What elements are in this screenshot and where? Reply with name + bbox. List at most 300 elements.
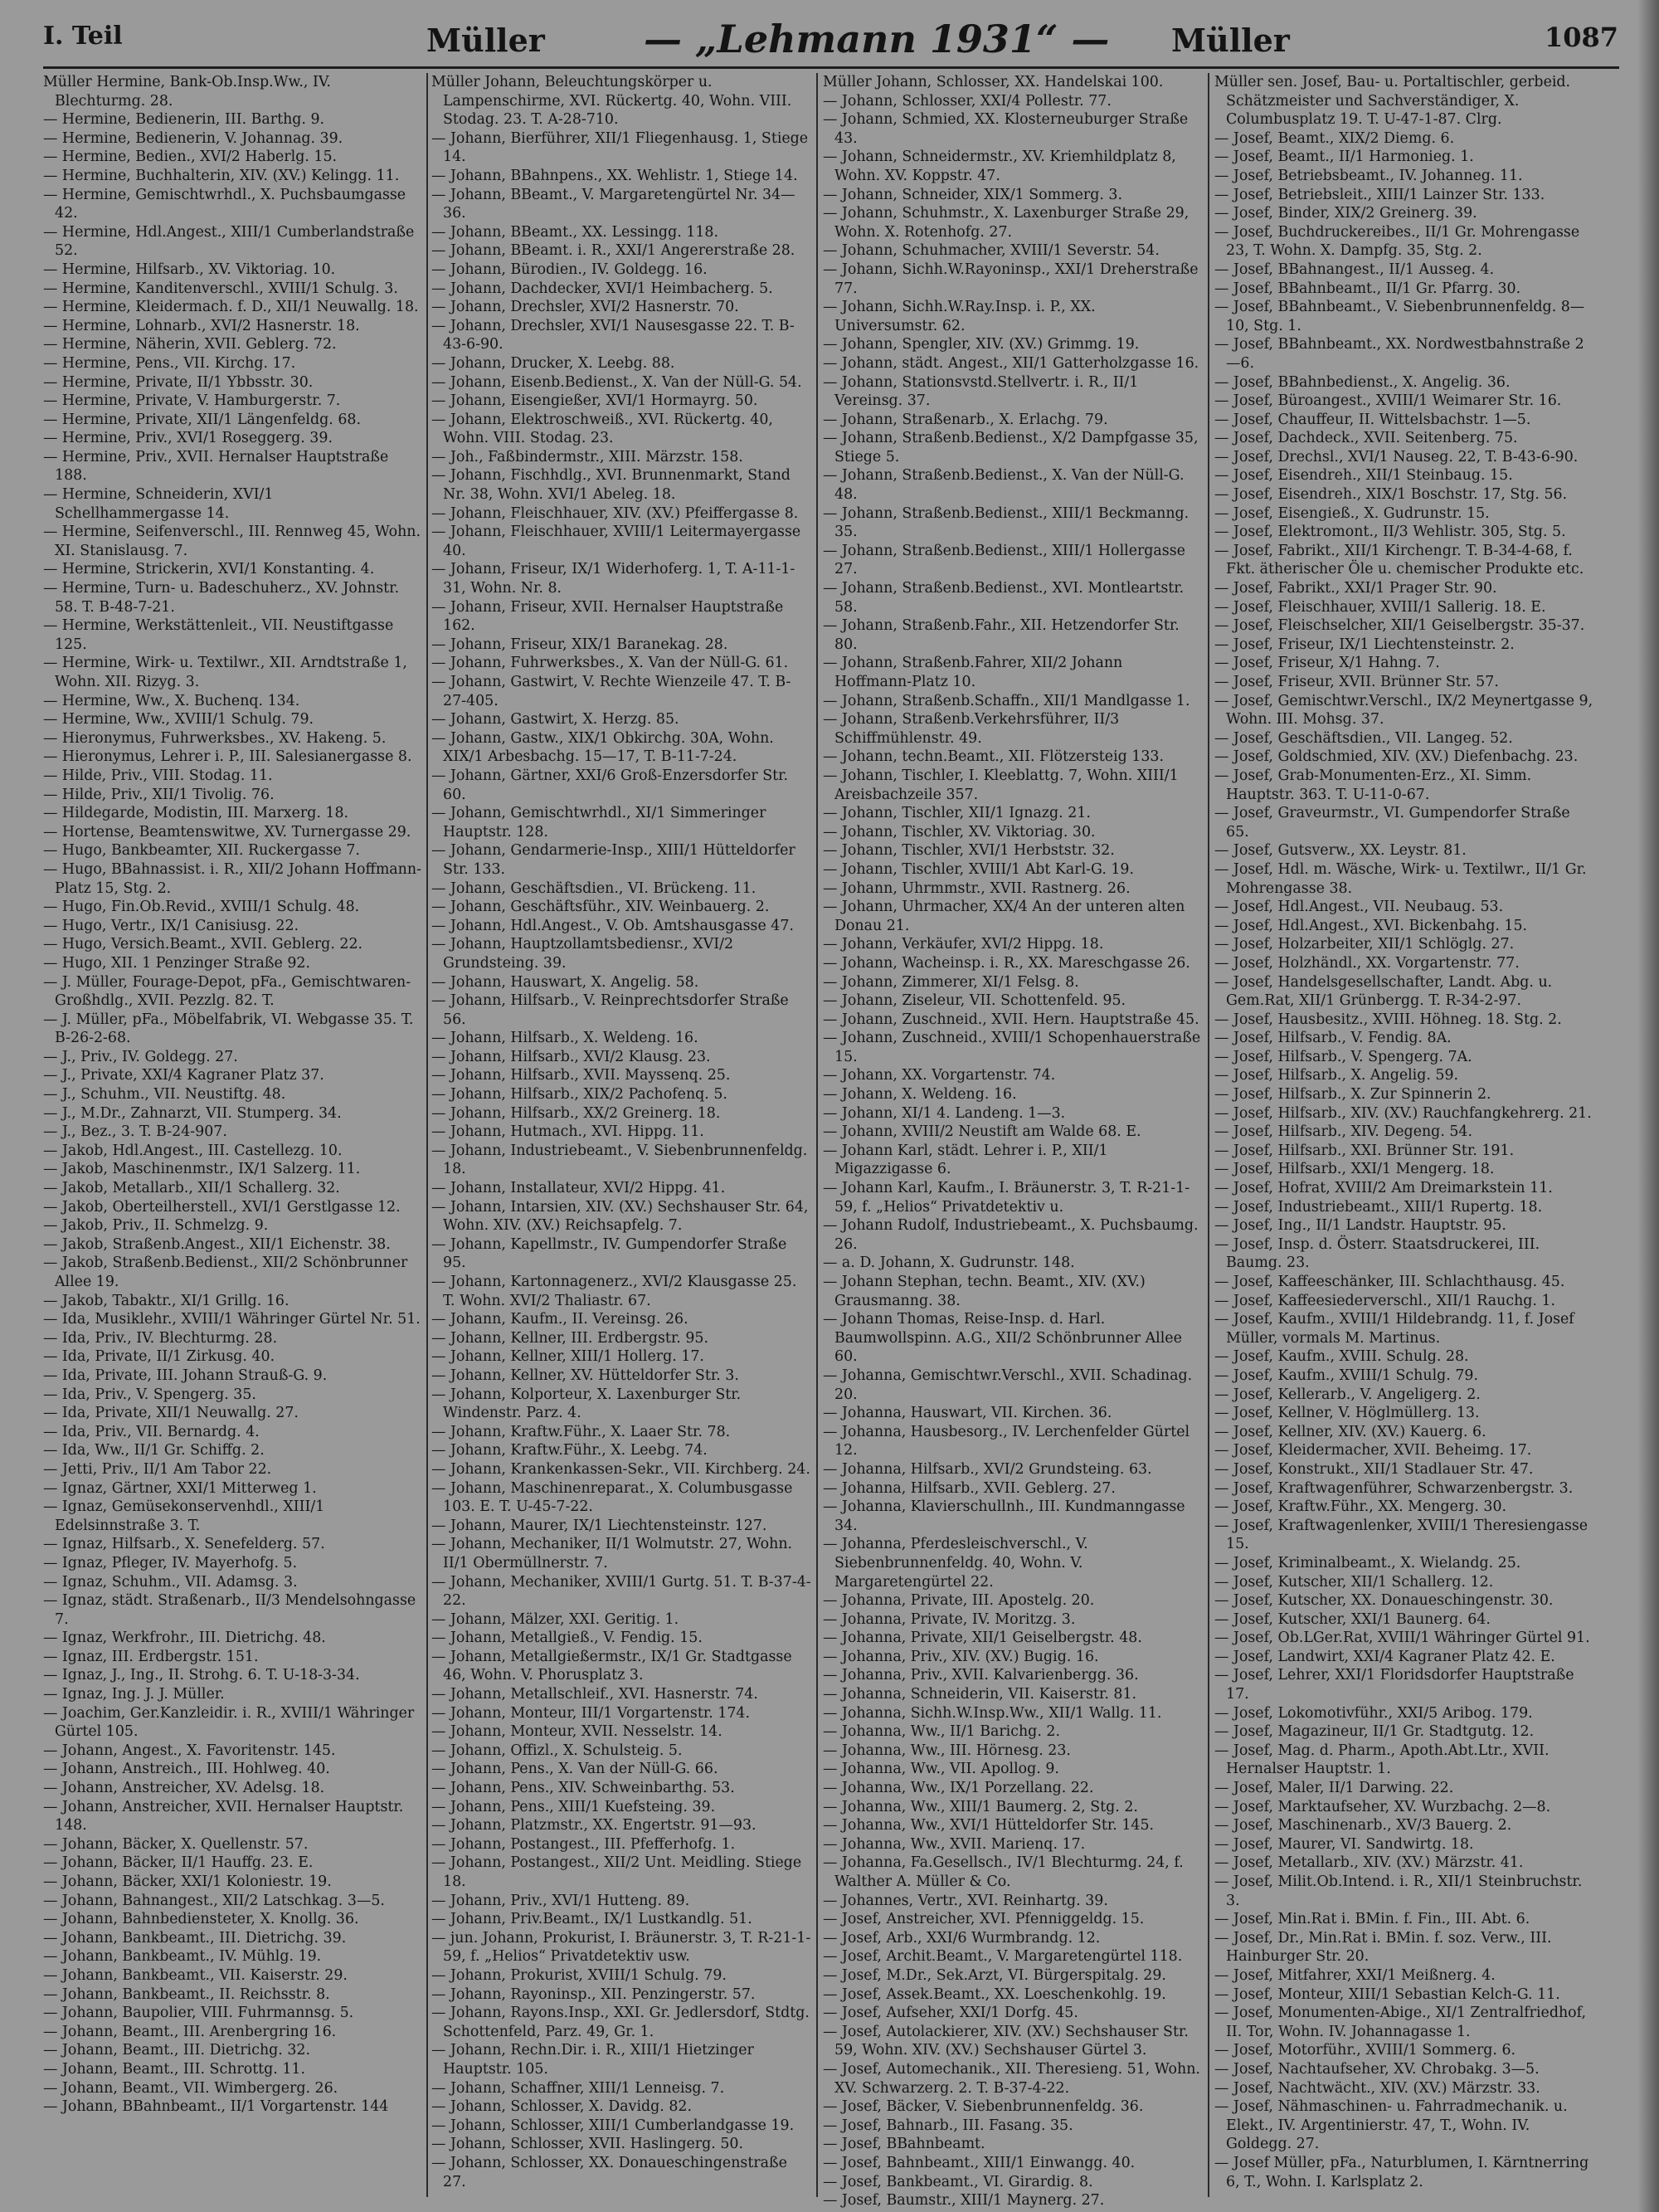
directory-entry: — Josef, BBahnbeamt., XX. Nordwestbahnstraße 2—6.: [1214, 336, 1584, 372]
directory-entry: — Johann, Tischler, XII/1 Ignazg. 21.: [823, 805, 1091, 822]
directory-entry: — Johann, Fischhdlg., XVI. Brunnenmarkt, Stand Nr. 38, Wohn. XVI/1 Abeleg. 18.: [431, 467, 791, 504]
directory-entry: — Johanna, Ww., XVI/1 Hütteldorfer Str. 145.: [823, 1817, 1155, 1834]
directory-entry: — Johann, Friseur, IX/1 Widerhoferg. 1, T. A-11-1-31, Wohn. Nr. 8.: [431, 561, 795, 597]
directory-entry: — Ida, Private, III. Johann Strauß-G. 9.: [43, 1367, 328, 1384]
directory-entry: — Johann, Hilfsarb., XVII. Mayssenq. 25.: [431, 1067, 731, 1084]
directory-entry: — Josef, Friseur, X/1 Hahng. 7.: [1214, 655, 1440, 672]
directory-entry: Müller Hermine, Bank-Ob.Insp.Ww., IV. Blechturmg. 28.: [43, 74, 331, 110]
directory-entry: — Johann, Hdl.Angest., V. Ob. Amtshausgasse 47.: [431, 917, 794, 934]
directory-entry: — Johanna, Ww., III. Hörnesg. 23.: [823, 1742, 1071, 1759]
directory-entry: — Josef, Fleischselcher, XII/1 Geiselbergstr. 35-37.: [1214, 617, 1585, 635]
column-divider: [1208, 73, 1209, 2197]
directory-entry: — Josef, Binder, XIX/2 Greinerg. 39.: [1214, 205, 1477, 222]
directory-entry: — Johann, Zuschneid., XVII. Hern. Hauptstraße 45.: [823, 1011, 1199, 1028]
directory-entry: — Johann, BBeamt. i. R., XXI/1 Angererstraße 28.: [431, 242, 795, 260]
directory-entry: — Johann, Bierführer, XII/1 Fliegenhausg. 1, Stiege 14.: [431, 129, 809, 166]
directory-entry: — Johann, Beamt., VII. Wimbergerg. 26.: [43, 2079, 338, 2097]
directory-entry: — Johann, Wacheinsp. i. R., XX. Mareschgasse 26.: [823, 954, 1190, 972]
directory-entry: — Josef, Kleidermacher, XVII. Beheimg. 17.: [1214, 1442, 1532, 1459]
directory-entry: — Ignaz, Werkfrohr., III. Dietrichg. 48.: [43, 1630, 326, 1647]
directory-entry: — Josef, Fleischhauer, XVIII/1 Sallerig. 18. E.: [1214, 598, 1546, 616]
directory-entry: — Josef, Archit.Beamt., V. Margaretengürtel 118.: [823, 1948, 1183, 1966]
directory-entry: — Josef, Motorführ., XVIII/1 Sommerg. 6.: [1214, 2042, 1516, 2059]
directory-entry: — Johanna, Priv., XIV. (XV.) Bugig. 16.: [823, 1648, 1099, 1665]
directory-entry: — Josef, Hilfsarb., XIV. Degeng. 54.: [1214, 1123, 1473, 1141]
directory-entry: — Josef, Hofrat, XVIII/2 Am Dreimarkstein 11.: [1214, 1180, 1553, 1197]
directory-entry: — Hermine, Bedienerin, V. Johannag. 39.: [43, 129, 343, 147]
column-1: [43, 73, 423, 2197]
directory-entry: — Ignaz, Gärtner, XXI/1 Mitterweg 1.: [43, 1479, 317, 1497]
directory-entry: — Hugo, BBahnassist. i. R., XII/2 Johann Hoffmann-Platz 15, Stg. 2.: [43, 860, 421, 897]
directory-entry: — Josef, Magazineur, II/1 Gr. Stadtgutg. 12.: [1214, 1723, 1535, 1741]
directory-entry: — Josef, Arb., XXI/6 Wurmbrandg. 12.: [823, 1929, 1101, 1946]
directory-entry: — Johann, XI/1 4. Landeng. 1—3.: [823, 1104, 1066, 1122]
column-2: [431, 73, 811, 2197]
directory-entry: — Hugo, Fin.Ob.Revid., XVIII/1 Schulg. 48.: [43, 899, 360, 916]
directory-columns: [43, 73, 1619, 2210]
directory-entry: — Johann, Industriebeamt., V. Siebenbrunnenfeldg. 18.: [431, 1142, 808, 1178]
directory-entry: — Josef, Mitfahrer, XXI/1 Meißnerg. 4.: [1214, 1966, 1496, 1984]
column-3: [823, 73, 1203, 2210]
directory-entry: — Johann, Straßenb.Verkehrsführer, II/3 Schiffmühlenstr. 49.: [823, 711, 1120, 747]
directory-entry: — Josef, Hdl.Angest., VII. Neubaug. 53.: [1214, 899, 1504, 916]
directory-entry: — Johann, Intarsien, XIV. (XV.) Sechshauser Str. 64, Wohn. XIV. (XV.) Reichsapfelg. 7.: [431, 1198, 809, 1235]
directory-entry: — Josef, Goldschmied, XIV. (XV.) Diefenbachg. 23.: [1214, 748, 1579, 766]
directory-entry: — Johann, Maschinenreparat., X. Columbusgasse 103. E. T. U-45-7-22.: [431, 1479, 793, 1516]
directory-entry: — Johann, Kolporteur, X. Laxenburger Str. Windenstr. Parz. 4.: [431, 1386, 742, 1422]
directory-entry: — Hermine, Bedienerin, III. Barthg. 9.: [43, 111, 325, 129]
directory-entry: — Johann, Sichh.W.Rayoninsp., XXI/1 Dreherstraße 77.: [823, 261, 1199, 297]
directory-entry: — Josef, Lehrer, XXI/1 Floridsdorfer Hauptstraße 17.: [1214, 1667, 1574, 1703]
directory-entry: — Johann, Straßenb.Bedienst., XIII/1 Beckmanng. 35.: [823, 504, 1190, 541]
directory-entry: — J., Private, XXI/4 Kagraner Platz 37.: [43, 1067, 324, 1084]
directory-entry: — Johanna, Hilfsarb., XVII. Geblerg. 27.: [823, 1479, 1116, 1497]
directory-entry: — Josef, Kutscher, XXI/1 Baunerg. 64.: [1214, 1610, 1491, 1628]
directory-entry: — Johann, Stationsvstd.Stellvertr. i. R., II/1 Vereinsg. 37.: [823, 373, 1139, 410]
directory-entry: — J. Müller, pFa., Möbelfabrik, VI. Webgasse 35. T. B-26-2-68.: [43, 1011, 414, 1047]
directory-entry: — Johanna, Private, III. Apostelg. 20.: [823, 1592, 1095, 1610]
directory-entry: — Johann, Friseur, XIX/1 Baranekag. 28.: [431, 636, 728, 653]
directory-entry: — Johann, Rayons.Insp., XXI. Gr. Jedlersdorf, Stdtg. Schottenfeld, Parz. 49, Gr. 1.: [431, 2005, 810, 2040]
directory-entry: — Hermine, Ww., XVIII/1 Schulg. 79.: [43, 711, 314, 728]
page-header: [43, 18, 1619, 70]
directory-entry: — Josef, Nachtaufseher, XV. Chrobakg. 3—5.: [1214, 2060, 1540, 2078]
directory-entry: — Johann, Dachdecker, XVI/1 Heimbacherg. 5.: [431, 280, 773, 297]
directory-entry: — Johann, Angest., X. Favoritenstr. 145.: [43, 1742, 336, 1759]
directory-entry: — Ignaz, J., Ing., II. Strohg. 6. T. U-18-3-34.: [43, 1667, 360, 1684]
directory-entry: — Hermine, Private, II/1 Ybbsstr. 30.: [43, 373, 314, 391]
directory-entry: — Hermine, Wirk- u. Textilwr., XII. Arndtstraße 1, Wohn. XII. Rizyg. 3.: [43, 655, 407, 690]
directory-entry: — Ignaz, Gemüsekonservenhdl., XIII/1 Edelsinnstraße 3. T.: [43, 1498, 325, 1534]
directory-entry: — Hermine, Hdl.Angest., XIII/1 Cumberlandstraße 52.: [43, 223, 415, 260]
directory-entry: — Johann, Straßenb.Bedienst., X/2 Dampfgasse 35, Stiege 5.: [823, 430, 1199, 465]
directory-entry: — Josef, BBahnbeamt., II/1 Gr. Pfarrg. 30.: [1214, 280, 1521, 297]
directory-entry: — Josef, Geschäftsdien., VII. Langeg. 52.: [1214, 729, 1513, 747]
directory-entry: — Johann, Pens., XIV. Schweinbarthg. 53.: [431, 1780, 735, 1797]
directory-entry: — Johann, Maurer, IX/1 Liechtensteinstr. 127.: [431, 1517, 767, 1534]
directory-entry: — Johanna, Private, XII/1 Geiselbergstr. 48.: [823, 1630, 1142, 1647]
directory-entry: — Josef, Insp. d. Österr. Staatsdruckerei, III. Baumg. 23.: [1214, 1235, 1540, 1272]
directory-entry: — Josef, Industriebeamt., XIII/1 Rupertg. 18.: [1214, 1198, 1543, 1216]
directory-entry: — Josef, Elektromont., II/3 Wehlistr. 305, Stg. 5.: [1214, 524, 1566, 541]
directory-entry: — Josef, Maschinenarb., XV/3 Bauerg. 2.: [1214, 1817, 1512, 1834]
directory-entry: — Ignaz, III. Erdbergstr. 151.: [43, 1648, 259, 1665]
directory-entry: — Johann, Hilfsarb., XVI/2 Klausg. 23.: [431, 1048, 711, 1065]
directory-entry: — Josef, Chauffeur, II. Wittelsbachstr. 1—5.: [1214, 411, 1531, 428]
directory-entry: — Josef, Bahnbeamt., XIII/1 Einwangg. 40.: [823, 2154, 1136, 2171]
directory-entry: — Josef, Grab-Monumenten-Erz., XI. Simm. Hauptstr. 363. T. U-11-0-67.: [1214, 767, 1532, 803]
header-rule: [43, 66, 1619, 69]
directory-entry: — Johann, BBahnbeamt., II/1 Vorgartenstr. 144: [43, 2098, 389, 2116]
directory-entry: — Johanna, Gemischtwr.Verschl., XVII. Schadinag. 20.: [823, 1367, 1193, 1403]
directory-entry: — Johann, Bahnbediensteter, X. Knollg. 36.: [43, 1911, 359, 1928]
directory-entry: — Johann, Kraftw.Führ., X. Leebg. 74.: [431, 1442, 708, 1459]
directory-entry: — Johanna, Fa.Gesellsch., IV/1 Blechturmg. 24, f. Walther A. Müller & Co.: [823, 1854, 1184, 1890]
directory-entry: — Josef, Holzarbeiter, XII/1 Schlöglg. 27.: [1214, 936, 1515, 953]
directory-entry: — Johann, Mechaniker, II/1 Wolmutstr. 27, Wohn. II/1 Obermüllnerstr. 7.: [431, 1536, 793, 1571]
directory-entry: — Johann, Kellner, III. Erdbergstr. 95.: [431, 1329, 708, 1347]
directory-entry: — Johann, Elektroschweiß., XVI. Rückertg. 40, Wohn. VIII. Stodag. 23.: [431, 411, 773, 447]
directory-entry: — Johann, Beamt., III. Dietrichg. 32.: [43, 2042, 310, 2059]
directory-entry: — Jakob, Straßenb.Bedienst., XII/2 Schönbrunner Allee 19.: [43, 1255, 408, 1290]
directory-entry: — Johann, Uhrmacher, XX/4 An der unteren alten Donau 21.: [823, 899, 1185, 934]
directory-entry: — Josef, Nachtwächt., XIV. (XV.) Märzstr. 33.: [1214, 2079, 1540, 2097]
directory-entry: — Johann, Hilfsarb., V. Reinprechtsdorfer Straße 56.: [431, 992, 789, 1028]
directory-entry: — Johann, Drechsler, XVI/1 Nausesgasse 22. T. B-43-6-90.: [431, 317, 795, 353]
directory-entry: — Jakob, Straßenb.Angest., XII/1 Eichenstr. 38.: [43, 1235, 391, 1253]
directory-entry: — Johann, Kapellmstr., IV. Gumpendorfer Straße 95.: [431, 1235, 787, 1272]
directory-entry: — Johann Karl, städt. Lehrer i. P., XII/1 Migazzigasse 6.: [823, 1142, 1108, 1178]
directory-entry: — Johann, Verkäufer, XVI/2 Hippg. 18.: [823, 936, 1104, 953]
directory-entry: — Hermine, Buchhalterin, XIV. (XV.) Kelingg. 11.: [43, 167, 400, 184]
directory-entry: — Joh., Faßbindermstr., XIII. Märzstr. 158.: [431, 448, 743, 465]
directory-entry: — Josef, Nähmaschinen- u. Fahrradmechanik. u. Elekt., IV. Argentinierstr. 47, T., Wohn. IV. Goldegg. 27.: [1214, 2098, 1568, 2153]
directory-entry: — Ida, Priv., VII. Bernardg. 4.: [43, 1423, 260, 1440]
directory-title: — „Lehmann 1931“ —: [644, 17, 1110, 61]
directory-entry: — J., Schuhm., VII. Neustiftg. 48.: [43, 1086, 286, 1104]
directory-entry: — Johann, Schuhmstr., X. Laxenburger Straße 29, Wohn. X. Rotenhofg. 27.: [823, 205, 1190, 241]
directory-entry: — Josef, Gutsverw., XX. Leystr. 81.: [1214, 842, 1467, 860]
directory-entry: — Josef Müller, pFa., Naturblumen, I. Kärntnerring 6, T., Wohn. I. Karlsplatz 2.: [1214, 2154, 1589, 2190]
directory-entry: — Hermine, Näherin, XVII. Geblerg. 72.: [43, 336, 337, 353]
directory-entry: — Josef, Min.Rat i. BMin. f. Fin., III. Abt. 6.: [1214, 1911, 1530, 1928]
directory-entry: — Johann, Zimmerer, XI/1 Felsg. 8.: [823, 973, 1079, 991]
directory-entry: — Johanna, Hausbesorg., IV. Lerchenfelder Gürtel 12.: [823, 1423, 1190, 1459]
directory-entry: — a. D. Johann, X. Gudrunstr. 148.: [823, 1255, 1075, 1272]
directory-entry: — Johann, Bankbeamt., II. Reichsstr. 8.: [43, 1985, 330, 2003]
directory-entry: — Hermine, Werkstättenleit., VII. Neustiftgasse 125.: [43, 617, 394, 653]
directory-entry: — Johann, Hilfsarb., X. Weldeng. 16.: [431, 1030, 698, 1047]
directory-entry: — Josef, Kriminalbeamt., X. Wielandg. 25.: [1214, 1554, 1521, 1571]
directory-entry: — Josef, Drechsl., XVI/1 Nauseg. 22, T. B-43-6-90.: [1214, 448, 1579, 465]
directory-entry: — Josef, Bäcker, V. Siebenbrunnenfeldg. 36.: [823, 2098, 1144, 2116]
directory-entry: — Josef, Hdl.Angest., XVI. Bickenbahg. 15.: [1214, 917, 1528, 934]
directory-entry: — Hermine, Ww., X. Buchenq. 134.: [43, 692, 300, 709]
directory-entry: — Josef, M.Dr., Sek.Arzt, VI. Bürgerspitalg. 29.: [823, 1966, 1166, 1984]
directory-entry: — Johann, BBahnpens., XX. Wehlistr. 1, Stiege 14.: [431, 167, 798, 184]
directory-entry: — Johann, Hauptzollamtsbediensr., XVI/2 Grundsteing. 39.: [431, 936, 734, 972]
directory-entry: — Johann, Sichh.W.Ray.Insp. i. P., XX. Universumstr. 62.: [823, 299, 1096, 334]
directory-entry: — Josef, Kaufm., XVIII/1 Hildebrandg. 11, f. Josef Müller, vormals M. Martinus.: [1214, 1311, 1574, 1347]
directory-entry: — Johann, Straßenb.Bedienst., XVI. Montleartstr. 58.: [823, 580, 1185, 616]
directory-entry: — Johann, Schlosser, XX. Donaueschingenstraße 27.: [431, 2154, 787, 2190]
directory-entry: — Josef, Baumstr., XIII/1 Maynerg. 27.: [823, 2192, 1105, 2210]
directory-entry: — Johann, Bankbeamt., VII. Kaiserstr. 29.: [43, 1966, 348, 1984]
directory-entry: — Jakob, Hdl.Angest., III. Castellezg. 10.: [43, 1142, 343, 1159]
directory-entry: — Johann, XX. Vorgartenstr. 74.: [823, 1067, 1056, 1084]
directory-entry: — Johann, Zuschneid., XVIII/1 Schopenhauerstraße 15.: [823, 1030, 1201, 1065]
directory-entry: — Johann Thomas, Reise-Insp. d. Harl. Baumwollspinn. A.G., XII/2 Schönbrunner Allee 60.: [823, 1311, 1182, 1366]
directory-entry: — Josef, Hilfsarb., X. Angelig. 59.: [1214, 1067, 1459, 1084]
directory-entry: — Josef, Kellner, XIV. (XV.) Kauerg. 6.: [1214, 1423, 1486, 1440]
directory-entry: — Josef, Maler, II/1 Darwing. 22.: [1214, 1780, 1454, 1797]
directory-entry: — Johann, Platzmstr., XX. Engertstr. 91—93.: [431, 1817, 757, 1834]
directory-entry: — Johann, Gendarmerie-Insp., XIII/1 Hütteldorfer Str. 133.: [431, 842, 795, 878]
directory-entry: — Johann Rudolf, Industriebeamt., X. Puchsbaumg. 26.: [823, 1217, 1199, 1253]
directory-entry: — Hermine, Schneiderin, XVI/1 Schellhammergasse 14.: [43, 486, 274, 522]
column-divider: [426, 73, 428, 2197]
directory-entry: — Hermine, Bedien., XVI/2 Haberlg. 15.: [43, 149, 338, 166]
directory-entry: — Josef, Ob.LGer.Rat, XVIII/1 Währinger Gürtel 91.: [1214, 1630, 1590, 1647]
directory-entry: — Johann, Tischler, I. Kleeblattg. 7, Wohn. XIII/1 Areisbachzeile 357.: [823, 767, 1179, 803]
directory-entry: — Johann, techn.Beamt., XII. Flötzersteig 133.: [823, 748, 1165, 766]
directory-entry: — Josef, Konstrukt., XII/1 Stadlauer Str. 47.: [1214, 1460, 1534, 1478]
directory-entry: — Johann, Tischler, XVIII/1 Abt Karl-G. 19.: [823, 860, 1135, 878]
directory-entry: — Johann, Geschäftsdien., VI. Brückeng. 11.: [431, 879, 757, 897]
directory-entry: — Josef, Holzhändl., XX. Vorgartenstr. 77.: [1214, 954, 1520, 972]
directory-entry: — Johann, Drechsler, XVI/2 Hasnerstr. 70.: [431, 299, 739, 316]
directory-entry: — Jakob, Tabaktr., XI/1 Grillg. 16.: [43, 1292, 289, 1309]
directory-entry: — Johann, Fleischhauer, XVIII/1 Leitermayergasse 40.: [431, 524, 801, 559]
directory-entry: — Hermine, Seifenverschl., III. Rennweg 45, Wohn. XI. Stanislausg. 7.: [43, 524, 421, 559]
directory-entry: — Johann, Bankbeamt., IV. Mühlg. 19.: [43, 1948, 322, 1966]
directory-entry: — Hermine, Pens., VII. Kirchg. 17.: [43, 354, 296, 372]
directory-entry: — Josef, Friseur, IX/1 Liechtensteinstr. 2.: [1214, 636, 1515, 653]
directory-entry: — Johann, Bankbeamt., III. Dietrichg. 39.: [43, 1929, 347, 1946]
directory-entry: — Johann, Rechn.Dir. i. R., XIII/1 Hietzinger Hauptstr. 105.: [431, 2042, 754, 2078]
directory-entry: — Johann, Monteur, III/1 Vorgartenstr. 174.: [431, 1704, 750, 1722]
directory-entry: — Josef, Milit.Ob.Intend. i. R., XII/1 Steinbruchstr. 3.: [1214, 1873, 1583, 1909]
directory-entry: — Johann, Beamt., III. Schrottg. 11.: [43, 2060, 306, 2078]
directory-entry: — Ida, Private, XII/1 Neuwallg. 27.: [43, 1405, 299, 1422]
directory-entry: — Jakob, Maschinenmstr., IX/1 Salzerg. 11.: [43, 1161, 361, 1178]
directory-entry: — Johann, Mechaniker, XVIII/1 Gurtg. 51. T. B-37-4-22.: [431, 1573, 811, 1610]
directory-entry: — Johann, Anstreich., III. Hohlweg. 40.: [43, 1761, 330, 1778]
directory-entry: — Josef, Hilfsarb., X. Zur Spinnerin 2.: [1214, 1086, 1491, 1104]
directory-entry: — Josef, Kraftwagenlenker, XVIII/1 Theresiengasse 15.: [1214, 1517, 1588, 1553]
directory-entry: — Johann, Priv.Beamt., IX/1 Lustkandlg. 51.: [431, 1911, 752, 1928]
directory-entry: — Johann, Bürodien., IV. Goldegg. 16.: [431, 261, 708, 278]
directory-entry: — Johann, Monteur, XVII. Nesselstr. 14.: [431, 1723, 722, 1741]
directory-entry: — Hieronymus, Lehrer i. P., III. Salesianergasse 8.: [43, 748, 412, 766]
directory-entry: — Johann, XVIII/2 Neustift am Walde 68. E.: [823, 1123, 1141, 1141]
directory-entry: — Johann, Bäcker, XXI/1 Koloniestr. 19.: [43, 1873, 332, 1890]
directory-entry: — Hugo, Vertr., IX/1 Canisiusg. 22.: [43, 917, 299, 934]
directory-entry: — Johanna, Sichh.W.Insp.Ww., XII/1 Wallg. 11.: [823, 1704, 1162, 1722]
directory-entry: — Johann, Schlosser, XIII/1 Cumberlandgasse 19.: [431, 2117, 795, 2134]
directory-entry: — Johann, Hilfsarb., XX/2 Greinerg. 18.: [431, 1104, 721, 1122]
directory-entry: — Josef, Hausbesitz., XVIII. Höhneg. 18. Stg. 2.: [1214, 1011, 1562, 1028]
directory-entry: — Josef, Beamt., II/1 Harmonieg. 1.: [1214, 149, 1474, 166]
directory-entry: — Johann, Kraftw.Führ., X. Laaer Str. 78.: [431, 1423, 731, 1440]
directory-entry: — Johann, Hutmach., XVI. Hippg. 11.: [431, 1123, 704, 1141]
directory-entry: — Ignaz, Ing. J. J. Müller.: [43, 1686, 225, 1703]
directory-entry: — Josef, Beamt., XIX/2 Diemg. 6.: [1214, 129, 1455, 147]
directory-entry: — Johann, Gemischtwrhdl., XI/1 Simmeringer Hauptstr. 128.: [431, 805, 766, 840]
directory-entry: — Hermine, Priv., XVI/1 Roseggerg. 39.: [43, 430, 333, 447]
directory-entry: — Josef, Hdl. m. Wäsche, Wirk- u. Textilwr., II/1 Gr. Mohrengasse 38.: [1214, 860, 1587, 897]
directory-entry: — Josef, Betriebsleit., XIII/1 Lainzer Str. 133.: [1214, 186, 1545, 203]
directory-entry: — Johanna, Schneiderin, VII. Kaiserstr. 81.: [823, 1686, 1137, 1703]
directory-entry: — Johanna, Ww., XVII. Marienq. 17.: [823, 1835, 1086, 1853]
directory-entry: — Josef, Gemischtwr.Verschl., IX/2 Meynertgasse 9, Wohn. III. Mohsg. 37.: [1214, 692, 1593, 728]
directory-entry: — Johann, Baupolier, VIII. Fuhrmannsg. 5.: [43, 2005, 354, 2022]
directory-entry: — Johann, Straßenb.Fahr., XII. Hetzendorfer Str. 80.: [823, 617, 1180, 653]
directory-entry: — Johann, Friseur, XVII. Hernalser Hauptstraße 162.: [431, 598, 784, 635]
directory-entry: — Hermine, Strickerin, XVI/1 Konstanting. 4.: [43, 561, 375, 578]
directory-entry: — Johann, Ziseleur, VII. Schottenfeld. 95.: [823, 992, 1126, 1010]
directory-entry: — Johann, Straßenb.Fahrer, XII/2 Johann Hoffmann-Platz 10.: [823, 655, 1123, 690]
directory-entry: — Josef, BBahnbeamt., V. Siebenbrunnenfeldg. 8—10, Stg. 1.: [1214, 299, 1585, 334]
directory-entry: — Johanna, Hauswart, VII. Kirchen. 36.: [823, 1405, 1112, 1422]
directory-entry: — Ida, Musiklehr., XVIII/1 Währinger Gürtel Nr. 51.: [43, 1311, 421, 1328]
directory-entry: — Josef, Kaufm., XVIII. Schulg. 28.: [1214, 1348, 1469, 1366]
directory-entry: — J., M.Dr., Zahnarzt, VII. Stumperg. 34.: [43, 1104, 342, 1122]
directory-entry: — Josef, Marktaufseher, XV. Wurzbachg. 2—8.: [1214, 1798, 1551, 1815]
directory-entry: — Johann, Anstreicher, XVII. Hernalser Hauptstr. 148.: [43, 1798, 404, 1834]
directory-entry: — Josef, Eisendreh., XII/1 Steinbaug. 15.: [1214, 467, 1513, 485]
part-label: I. Teil: [43, 22, 123, 51]
directory-entry: — Hermine, Private, V. Hamburgerstr. 7.: [43, 392, 341, 410]
directory-entry: — Josef, Metallarb., XIV. (XV.) Märzstr. 41.: [1214, 1854, 1524, 1872]
directory-entry: — Johann, X. Weldeng. 16.: [823, 1086, 1017, 1104]
directory-entry: — Josef, Buchdruckereibes., II/1 Gr. Mohrengasse 23, T. Wohn. X. Dampfg. 35, Stg. 2.: [1214, 223, 1580, 260]
directory-entry: — Johann, Kartonnagenerz., XVI/2 Klausgasse 25. T. Wohn. XVI/2 Thaliastr. 67.: [431, 1274, 797, 1309]
directory-entry: — Hugo, Bankbeamter, XII. Ruckergasse 7.: [43, 842, 360, 860]
directory-entry: — Johanna, Ww., VII. Apollog. 9.: [823, 1761, 1059, 1778]
directory-entry: — Johanna, Priv., XVII. Kalvarienbergg. 36.: [823, 1667, 1139, 1684]
directory-entry: — Josef, Ing., II/1 Landstr. Hauptstr. 95.: [1214, 1217, 1506, 1235]
directory-entry: — Hermine, Turn- u. Badeschuherz., XV. Johnstr. 58. T. B-48-7-21.: [43, 580, 400, 616]
directory-entry: — Johann, Bahnangest., XII/2 Latschkag. 3—5.: [43, 1892, 385, 1909]
directory-entry: — Josef, Kutscher, XX. Donaueschingenstr. 30.: [1214, 1592, 1554, 1610]
directory-entry: — Johann, Anstreicher, XV. Adelsg. 18.: [43, 1780, 325, 1797]
directory-entry: — Josef, Handelsgesellschafter, Landt. Abg. u. Gem.Rat, XII/1 Grünbergg. T. R-34-2-97.: [1214, 973, 1553, 1010]
directory-entry: — Johann, Pens., X. Van der Nüll-G. 66.: [431, 1761, 718, 1778]
directory-entry: — Johann, Eisenb.Bedienst., X. Van der Nüll-G. 54.: [431, 373, 802, 391]
directory-entry: — Josef, BBahnbeamt.: [823, 2136, 985, 2153]
directory-entry: — Hildegarde, Modistin, III. Marxerg. 18.: [43, 805, 349, 822]
directory-entry: — Josef, Fabrikt., XII/1 Kirchengr. T. B-34-4-68, f. Fkt. ätherischer Öle u. chemischer Produkte etc.: [1214, 542, 1584, 578]
directory-entry: — Josef, Friseur, XVII. Brünner Str. 57.: [1214, 674, 1499, 690]
directory-entry: — Johanna, Pferdesleischverschl., V. Siebenbrunnenfeldg. 40, Wohn. V. Margaretengürtel 22.: [823, 1536, 1088, 1591]
directory-entry: — Hermine, Hilfsarb., XV. Viktoriag. 10.: [43, 261, 336, 278]
directory-entry: — Josef, Hilfsarb., XXI/1 Mengerg. 18.: [1214, 1161, 1495, 1178]
directory-entry: — Josef, Hilfsarb., V. Fendig. 8A.: [1214, 1030, 1452, 1047]
directory-entry: — Johann, Installateur, XVI/2 Hippg. 41.: [431, 1180, 726, 1197]
directory-entry: — Johann, Beamt., III. Arenbergring 16.: [43, 2023, 337, 2040]
directory-entry: — Johann, Bäcker, X. Quellenstr. 57.: [43, 1835, 309, 1853]
directory-entry: — Hermine, Kanditenverschl., XVIII/1 Schulg. 3.: [43, 280, 398, 297]
directory-entry: — Josef, Bankbeamt., VI. Girardig. 8.: [823, 2173, 1093, 2190]
directory-entry: — Josef, Autolackierer, XIV. (XV.) Sechshauser Str. 59, Wohn. XIV. (XV.) Sechshauser Gürtel 3.: [823, 2023, 1189, 2059]
directory-entry: — Josef, Automechanik., XII. Theresieng. 51, Wohn. XV. Schwarzerg. 2. T. B-37-4-22.: [823, 2060, 1200, 2097]
directory-entry: — Josef, Kellerarb., V. Angeligerg. 2.: [1214, 1386, 1481, 1403]
directory-entry: — Josef, Hilfsarb., V. Spengerg. 7A.: [1214, 1048, 1472, 1065]
directory-entry: — Josef, Bahnarb., III. Fasang. 35.: [823, 2117, 1073, 2134]
directory-entry: — Johann, Bäcker, II/1 Hauffg. 23. E.: [43, 1854, 314, 1872]
directory-entry: — Johann, Tischler, XV. Viktoriag. 30.: [823, 823, 1096, 840]
column-divider: [816, 73, 818, 2197]
directory-entry: — Johanna, Ww., XIII/1 Baumerg. 2, Stg. 2.: [823, 1798, 1138, 1815]
directory-entry: — Johann Stephan, techn. Beamt., XIV. (XV.) Grausmanng. 38.: [823, 1274, 1146, 1309]
directory-entry: — Josef, Kaufm., XVIII/1 Schulg. 79.: [1214, 1367, 1478, 1384]
directory-entry: — J., Priv., IV. Goldegg. 27.: [43, 1048, 238, 1065]
directory-entry: — Josef, BBahnbedienst., X. Angelig. 36.: [1214, 373, 1511, 391]
directory-entry: — Johann, Fleischhauer, XIV. (XV.) Pfeiffergasse 8.: [431, 504, 799, 522]
directory-entry: — Johann, Rayoninsp., XII. Penzingerstr. 57.: [431, 1985, 756, 2003]
directory-entry: — Johanna, Ww., II/1 Barichg. 2.: [823, 1723, 1060, 1741]
directory-entry: — Hermine, Private, XII/1 Längenfeldg. 68.: [43, 411, 361, 428]
directory-entry: — Josef, Lokomotivführ., XXI/5 Aribog. 179.: [1214, 1704, 1533, 1722]
directory-entry: — Ida, Priv., V. Spengerg. 35.: [43, 1386, 256, 1403]
directory-entry: — Johann, Straßenb.Bedienst., X. Van der Nüll-G. 48.: [823, 467, 1185, 504]
directory-entry: — Johann, Straßenb.Schaffn., XII/1 Mandlgasse 1.: [823, 692, 1190, 709]
directory-entry: — Johann, Priv., XVI/1 Hutteng. 89.: [431, 1892, 690, 1909]
directory-entry: — Josef, Mag. d. Pharm., Apoth.Abt.Ltr., XVII. Hernalser Hauptstr. 1.: [1214, 1742, 1550, 1778]
directory-entry: — Josef, Eisendreh., XIX/1 Boschstr. 17, Stg. 56.: [1214, 486, 1568, 504]
directory-entry: — Johann, Prokurist, XVIII/1 Schulg. 79.: [431, 1966, 727, 1984]
directory-entry: — Johann, Mälzer, XXI. Geritig. 1.: [431, 1610, 679, 1628]
directory-entry: — Josef, Aufseher, XXI/1 Dorfg. 45.: [823, 2005, 1078, 2022]
directory-entry: — Jakob, Metallarb., XII/1 Schallerg. 32.: [43, 1180, 340, 1197]
directory-entry: — Johanna, Hilfsarb., XVI/2 Grundsteing. 63.: [823, 1460, 1152, 1478]
directory-entry: — Johann, Gastwirt, V. Rechte Wienzeile 47. T. B-27-405.: [431, 674, 791, 709]
directory-entry: — Johann, Schneidermstr., XV. Kriemhildplatz 8, Wohn. XV. Koppstr. 47.: [823, 149, 1176, 184]
directory-entry: — Johann, Tischler, XVI/1 Herbststr. 32.: [823, 842, 1115, 860]
directory-entry: Müller sen. Josef, Bau- u. Portaltischler, gerbeid. Schätzmeister und Sachverständiger, X. Columbusplatz 19. T. U-47-1-87. Clrg.: [1214, 74, 1571, 129]
directory-entry: — Hermine, Gemischtwrhdl., X. Puchsbaumgasse 42.: [43, 186, 406, 222]
directory-entry: — Johanna, Private, IV. Moritzg. 3.: [823, 1610, 1076, 1628]
directory-entry: — Johann, Straßenb.Bedienst., XIII/1 Hollergasse 27.: [823, 542, 1185, 578]
directory-entry: — Josef, Kellner, V. Höglmüllerg. 13.: [1214, 1405, 1480, 1422]
directory-entry: — Ida, Priv., IV. Blechturmg. 28.: [43, 1329, 278, 1347]
directory-entry: — Hermine, Kleidermach. f. D., XII/1 Neuwallg. 18.: [43, 299, 419, 316]
directory-entry: — Ignaz, städt. Straßenarb., II/3 Mendelsohngasse 7.: [43, 1592, 416, 1628]
directory-entry: — Johann, Schneider, XIX/1 Sommerg. 3.: [823, 186, 1123, 203]
directory-entry: — Johann, Metallschleif., XVI. Hasnerstr. 74.: [431, 1686, 758, 1703]
directory-entry: — Josef, Monumenten-Abige., XI/1 Zentralfriedhof, II. Tor, Wohn. IV. Johannagasse 1.: [1214, 2005, 1586, 2040]
directory-entry: — Johann, Postangest., III. Pfefferhofg. 1.: [431, 1835, 736, 1853]
directory-entry: — Josef, Kaffeesiederverschl., XII/1 Rauchg. 1.: [1214, 1292, 1556, 1309]
directory-entry: — Josef, Hilfsarb., XIV. (XV.) Rauchfangkehrerg. 21.: [1214, 1104, 1592, 1122]
directory-entry: — Hugo, Versich.Beamt., XVII. Geblerg. 22.: [43, 936, 363, 953]
directory-entry: — Johann, städt. Angest., XII/1 Gatterholzgasse 16.: [823, 354, 1199, 372]
directory-entry: — Johann, Drucker, X. Leebg. 88.: [431, 354, 675, 372]
directory-entry: — Ignaz, Schuhm., VII. Adamsg. 3.: [43, 1573, 298, 1591]
directory-entry: — Johann Karl, Kaufm., I. Bräunerstr. 3, T. R-21-1-59, f. „Helios“ Privatdetektiv u.: [823, 1180, 1190, 1216]
directory-entry: — Jetti, Priv., II/1 Am Tabor 22.: [43, 1460, 272, 1478]
directory-entry: — Johann, Hilfsarb., XIX/2 Pachofenq. 5.: [431, 1086, 727, 1104]
directory-entry: — Josef, Maurer, VI. Sandwirtg. 18.: [1214, 1835, 1474, 1853]
directory-entry: — Ida, Ww., II/1 Gr. Schiffg. 2.: [43, 1442, 265, 1459]
directory-entry: — Josef, Büroangest., XVIII/1 Weimarer Str. 16.: [1214, 392, 1562, 410]
directory-entry: — Ignaz, Pfleger, IV. Mayerhofg. 5.: [43, 1554, 298, 1571]
directory-entry: — Johann, Offizl., X. Schulsteig. 5.: [431, 1742, 683, 1759]
directory-entry: — Hieronymus, Fuhrwerksbes., XV. Hakeng. 5.: [43, 729, 387, 747]
directory-entry: — Johanna, Klavierschullnh., III. Kundmanngasse 34.: [823, 1498, 1185, 1534]
directory-entry: — Josef, Eisengieß., X. Gudrunstr. 15.: [1214, 504, 1490, 522]
